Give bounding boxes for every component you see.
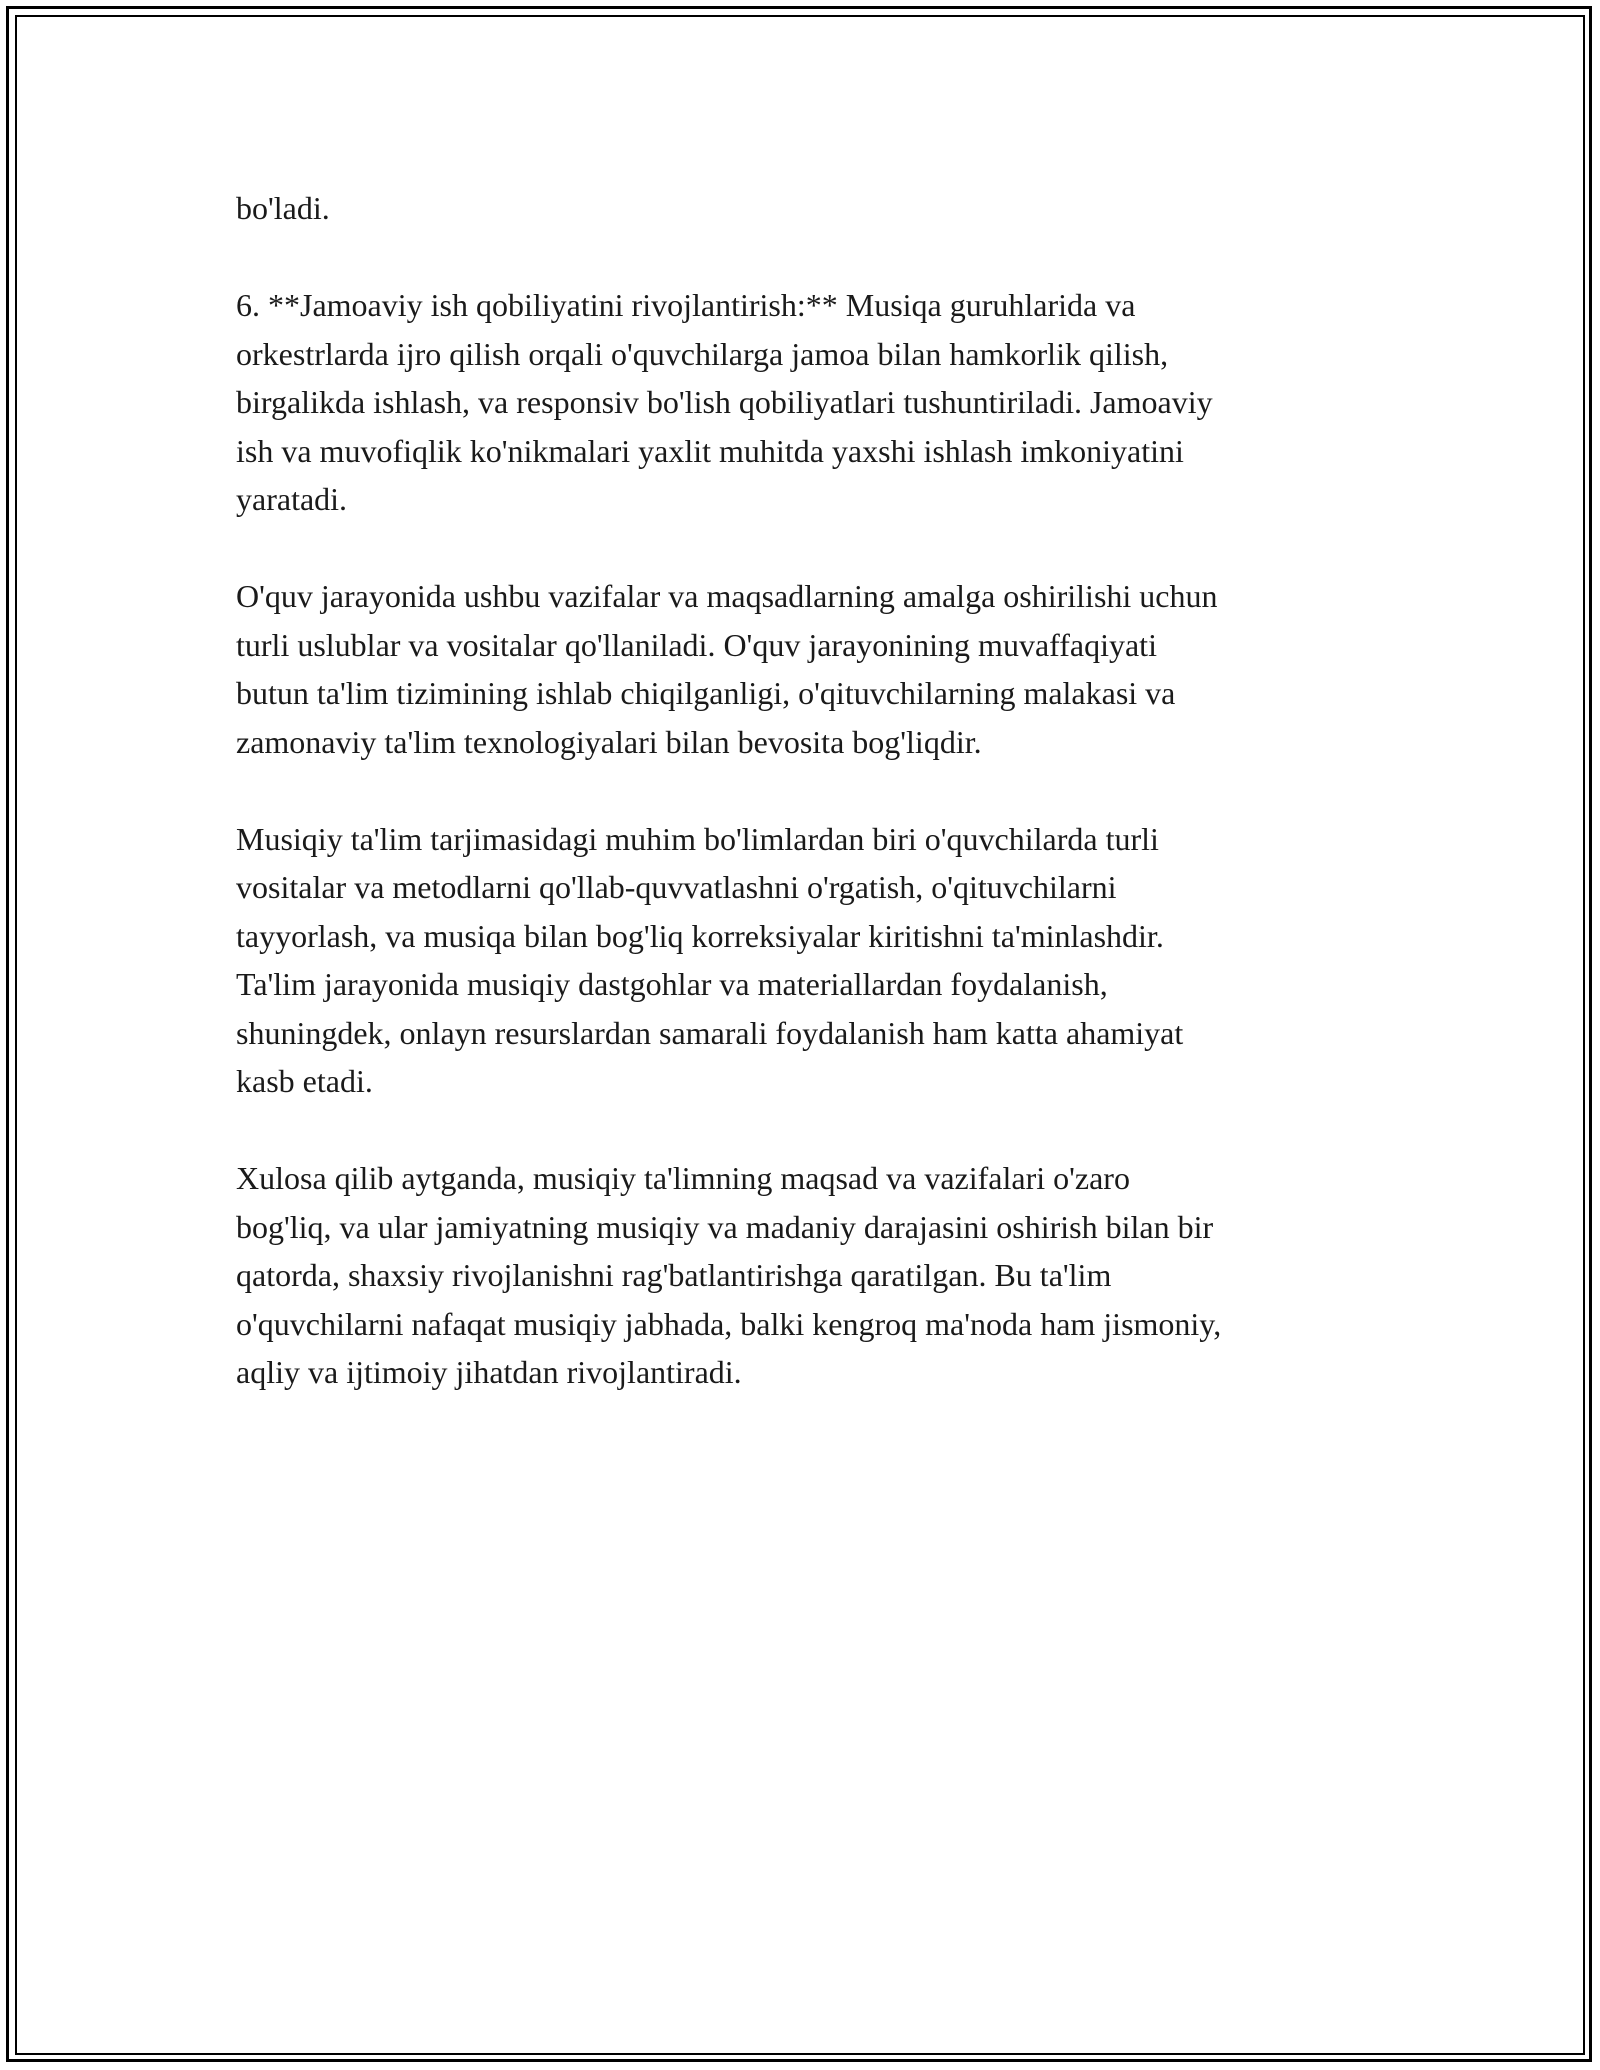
paragraph-music-education (236, 815, 1376, 1106)
text-line: Xulosa qilib aytganda, musiqiy ta'limning maqsad va vazifalari o'zaro (236, 1160, 1130, 1196)
text-line: 6. **Jamoaviy ish qobiliyatini rivojlantirish:** Musiqa guruhlarida va (236, 287, 1136, 323)
text-line: aqliy va ijtimoiy jihatdan rivojlantiradi. (236, 1354, 742, 1390)
paragraph-conclusion (236, 1154, 1376, 1397)
text-line: orkestrlarda ijro qilish orqali o'quvchilarga jamoa bilan hamkorlik qilish, (236, 335, 1169, 372)
document-body (236, 184, 1376, 1445)
text-line: Ta'lim jarayonida musiqiy dastgohlar va materiallardan foydalanish, (236, 966, 1108, 1002)
text-line: birgalikda ishlash, va responsiv bo'lish qobiliyatlari tushuntiriladi. Jamoaviy (236, 384, 1213, 420)
text-line: bo'ladi. (236, 190, 330, 226)
text-line: kasb etadi. (236, 1063, 373, 1099)
text-line: yaratadi. (236, 481, 348, 517)
text-line: vositalar va metodlarni qo'llab-quvvatlashni o'rgatish, o'qituvchilarni (236, 869, 1117, 905)
text-line: bog'liq, va ular jamiyatning musiqiy va madaniy darajasini oshirish bilan bir (236, 1208, 1214, 1245)
text-line: shuningdek, onlayn resurslardan samarali foydalanish ham katta ahamiyat (236, 1014, 1184, 1051)
text-line: ish va muvofiqlik ko'nikmalari yaxlit muhitda yaxshi ishlash imkoniyatini (236, 432, 1184, 469)
paragraph-learning-process (236, 572, 1376, 766)
paragraph-continuation (236, 184, 1376, 233)
text-line: o'quvchilarni nafaqat musiqiy jabhada, balki kengroq ma'noda ham jismoniy, (236, 1305, 1222, 1342)
paragraph-teamwork-skills (236, 281, 1376, 524)
text-line: Musiqiy ta'lim tarjimasidagi muhim bo'limlardan biri o'quvchilarda turli (236, 820, 1159, 857)
text-line: qatorda, shaxsiy rivojlanishni rag'batlantirishga qaratilgan. Bu ta'lim (236, 1257, 1112, 1293)
text-line: zamonaviy ta'lim texnologiyalari bilan bevosita bog'liqdir. (236, 723, 982, 760)
text-line: O'quv jarayonida ushbu vazifalar va maqsadlarning amalga oshirilishi uchun (236, 578, 1218, 614)
text-line: tayyorlash, va musiqa bilan bog'liq korreksiyalar kiritishni ta'minlashdir. (236, 917, 1164, 954)
text-line: butun ta'lim tizimining ishlab chiqilganligi, o'qituvchilarning malakasi va (236, 675, 1176, 711)
text-line: turli uslublar va vositalar qo'llaniladi. O'quv jarayonining muvaffaqiyati (236, 626, 1157, 663)
